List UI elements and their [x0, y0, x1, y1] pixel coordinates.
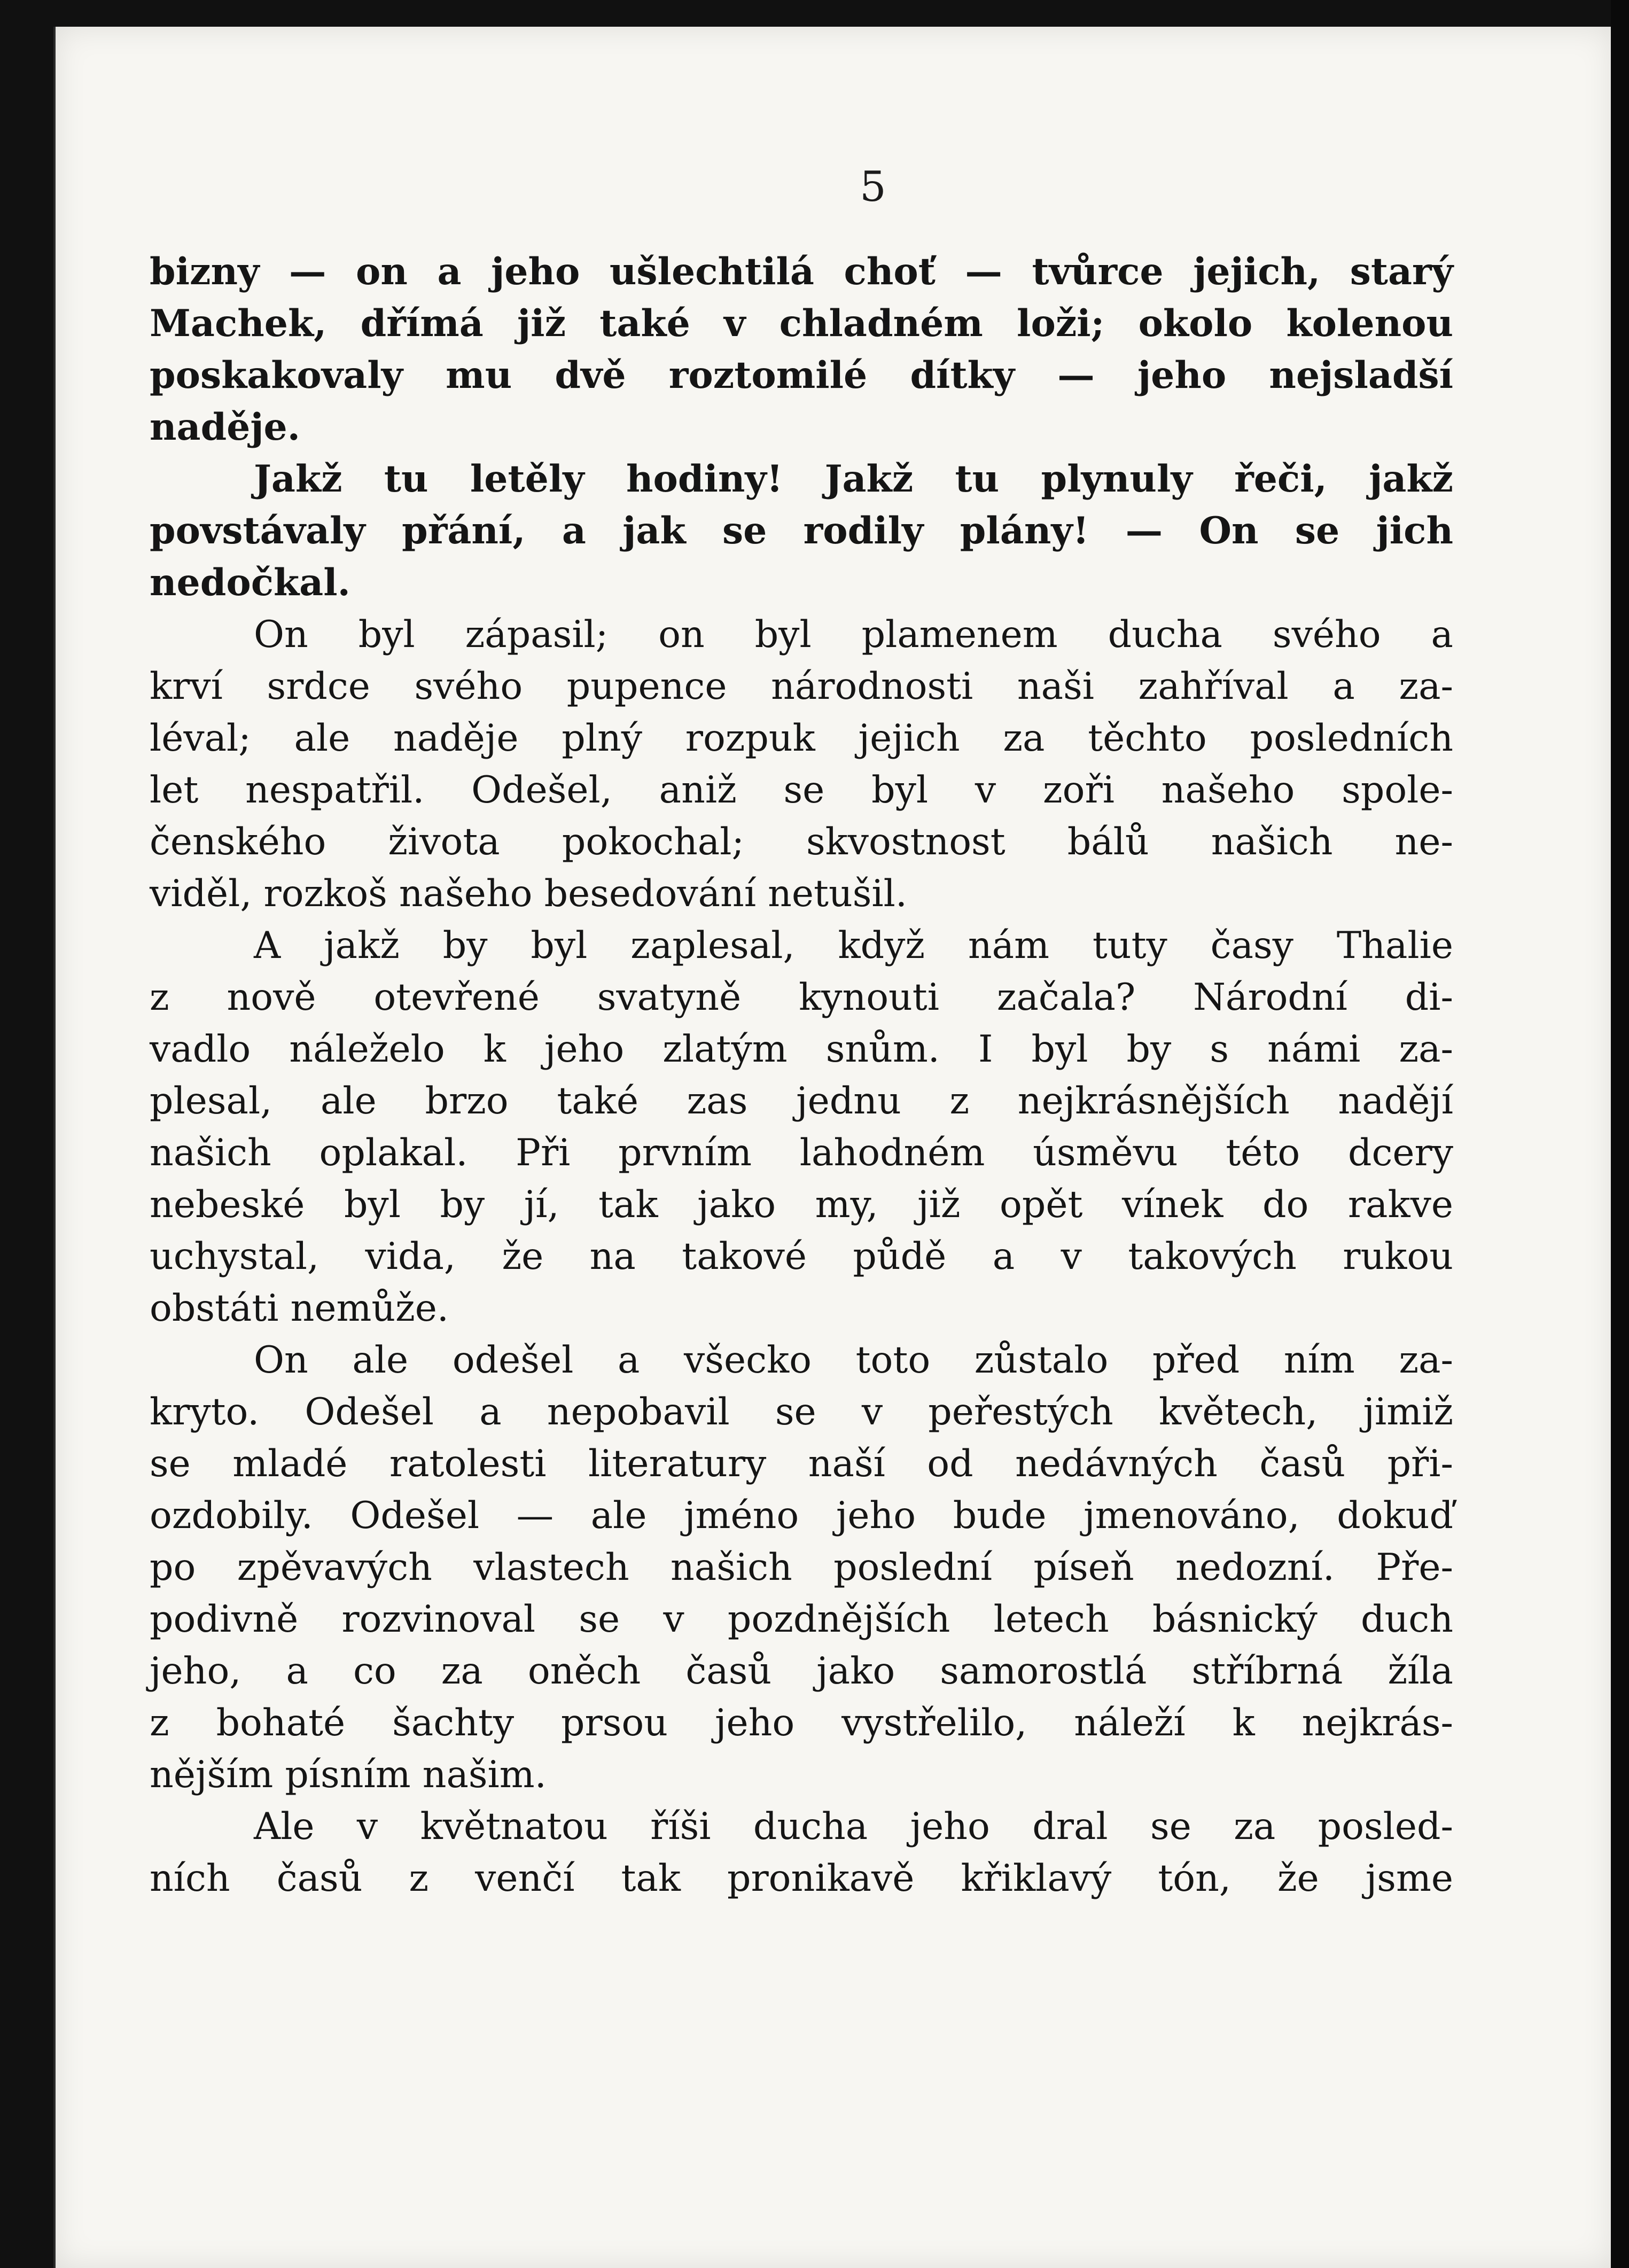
- text-line: obstáti nemůže.: [150, 1287, 449, 1330]
- text-line: nedočkal.: [150, 561, 350, 604]
- text-line: nějším písním našim.: [150, 1753, 547, 1796]
- text-line: nebeské byl by jí, tak jako my, již opět vínek do rakve: [150, 1183, 1453, 1226]
- text-line: bizny — on a jeho ušlechtilá choť — tvůrce jejich, starý: [150, 250, 1453, 293]
- text-line: On byl zápasil; on byl plamenem ducha svého a: [254, 613, 1453, 656]
- body-text: [150, 246, 1453, 1904]
- text-line: naděje.: [150, 406, 300, 449]
- text-line: viděl, rozkoš našeho besedování netušil.: [150, 872, 907, 915]
- text-line: ních časů z venčí tak pronikavě křiklavý tón, že jsme: [150, 1857, 1453, 1900]
- scan-edge: [1611, 0, 1629, 2268]
- paragraph-6: [150, 1801, 1453, 1904]
- text-line: po zpěvavých vlastech našich poslední píseň nedozní. Pře-: [150, 1546, 1453, 1589]
- text-line: plesal, ale brzo také zas jednu z nejkrásnějších nadějí: [150, 1079, 1453, 1123]
- text-line: poskakovaly mu dvě roztomilé dítky — jeho nejsladší: [150, 354, 1453, 397]
- text-line: let nespatřil. Odešel, aniž se byl v zoři našeho spole-: [150, 768, 1453, 812]
- text-line: čenského života pokochal; skvostnost bálů našich ne-: [150, 820, 1453, 863]
- paragraph-4: [150, 919, 1453, 1334]
- text-line: léval; ale naděje plný rozpuk jejich za těchto posledních: [150, 716, 1453, 760]
- text-line: podivně rozvinoval se v pozdnějších letech básnický duch: [150, 1597, 1453, 1641]
- text-line: jeho, a co za oněch časů jako samorostlá stříbrná žíla: [150, 1649, 1453, 1693]
- text-line: krví srdce svého pupence národnosti naši zahříval a za-: [150, 665, 1453, 708]
- paragraph-3: [150, 609, 1453, 919]
- paragraph-5: [150, 1334, 1453, 1801]
- text-line: Ale v květnatou říši ducha jeho dral se za posled-: [254, 1805, 1453, 1848]
- text-line: On ale odešel a všecko toto zůstalo před ním za-: [254, 1338, 1453, 1382]
- paragraph-2: [150, 453, 1453, 609]
- text-line: z bohaté šachty prsou jeho vystřelilo, náleží k nejkrás-: [150, 1701, 1453, 1744]
- page-number: 5: [860, 163, 886, 211]
- paragraph-1: [150, 246, 1453, 453]
- text-line: vadlo náleželo k jeho zlatým snům. I byl by s námi za-: [150, 1027, 1453, 1071]
- text-line: ozdobily. Odešel — ale jméno jeho bude jmenováno, dokuď: [150, 1494, 1453, 1537]
- text-line: Jakž tu letěly hodiny! Jakž tu plynuly řeči, jakž: [254, 457, 1453, 501]
- text-line: z nově otevřené svatyně kynouti začala? Národní di-: [150, 976, 1453, 1019]
- text-line: se mladé ratolesti literatury naší od nedávných časů při-: [150, 1442, 1453, 1485]
- text-line: povstávaly přání, a jak se rodily plány! — On se jich: [150, 509, 1453, 552]
- text-line: uchystal, vida, že na takové půdě a v takových rukou: [150, 1235, 1453, 1278]
- text-line: našich oplakal. Při prvním lahodném úsměvu této dcery: [150, 1131, 1453, 1174]
- text-line: A jakž by byl zaplesal, když nám tuty časy Thalie: [254, 924, 1453, 967]
- text-line: kryto. Odešel a nepobavil se v peřestých květech, jimiž: [150, 1390, 1453, 1433]
- text-line: Machek, dřímá již také v chladném loži; okolo kolenou: [150, 302, 1453, 345]
